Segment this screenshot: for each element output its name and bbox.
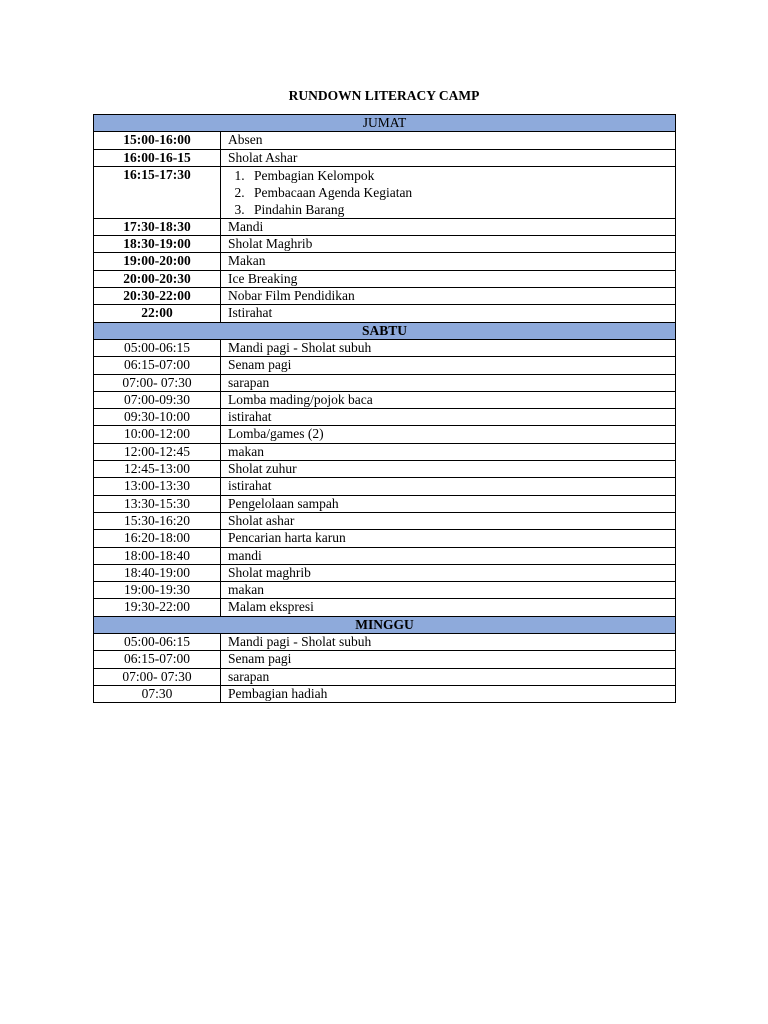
table-row xyxy=(94,478,676,495)
activity-cell: makan xyxy=(221,443,676,460)
time-cell: 18:30-19:00 xyxy=(94,236,221,253)
activity-cell: Ice Breaking xyxy=(221,270,676,287)
activity-cell: mandi xyxy=(221,547,676,564)
time-cell: 07:00- 07:30 xyxy=(94,668,221,685)
table-row xyxy=(94,599,676,616)
day-header-row-jumat xyxy=(94,115,676,132)
table-row xyxy=(94,426,676,443)
table-row xyxy=(94,530,676,547)
time-cell: 07:00-09:30 xyxy=(94,391,221,408)
time-cell: 12:45-13:00 xyxy=(94,461,221,478)
day-header-minggu: MINGGU xyxy=(94,616,676,633)
table-row xyxy=(94,236,676,253)
activity-cell: makan xyxy=(221,582,676,599)
table-row xyxy=(94,409,676,426)
table-row xyxy=(94,443,676,460)
document-title: RUNDOWN LITERACY CAMP xyxy=(288,88,480,103)
table-row xyxy=(94,166,676,218)
activity-cell: sarapan xyxy=(221,668,676,685)
activity-cell: Pencarian harta karun xyxy=(221,530,676,547)
time-cell: 07:30 xyxy=(94,685,221,702)
table-row xyxy=(94,253,676,270)
time-cell: 15:00-16:00 xyxy=(94,132,221,149)
table-row xyxy=(94,357,676,374)
time-cell: 19:30-22:00 xyxy=(94,599,221,616)
time-cell: 09:30-10:00 xyxy=(94,409,221,426)
time-cell: 22:00 xyxy=(94,305,221,322)
table-row xyxy=(94,582,676,599)
time-cell: 20:30-22:00 xyxy=(94,288,221,305)
schedule-body xyxy=(94,115,676,703)
activity-cell: Sholat Maghrib xyxy=(221,236,676,253)
table-row xyxy=(94,305,676,322)
activity-cell: Absen xyxy=(221,132,676,149)
list-item: 2. Pembacaan Agenda Kegiatan xyxy=(248,184,668,201)
time-cell: 20:00-20:30 xyxy=(94,270,221,287)
time-cell: 15:30-16:20 xyxy=(94,512,221,529)
table-row xyxy=(94,149,676,166)
list-item: 1. Pembagian Kelompok xyxy=(248,167,668,184)
activity-cell: Lomba/games (2) xyxy=(221,426,676,443)
day-header-sabtu: SABTU xyxy=(94,322,676,339)
time-cell: 16:15-17:30 xyxy=(94,166,221,218)
time-cell: 05:00-06:15 xyxy=(94,634,221,651)
activity-cell: istirahat xyxy=(221,478,676,495)
day-header-row-sabtu xyxy=(94,322,676,339)
time-cell: 06:15-07:00 xyxy=(94,651,221,668)
time-cell: 17:30-18:30 xyxy=(94,218,221,235)
activity-cell: istirahat xyxy=(221,409,676,426)
time-cell: 13:30-15:30 xyxy=(94,495,221,512)
table-row xyxy=(94,685,676,702)
time-cell: 18:40-19:00 xyxy=(94,564,221,581)
table-row xyxy=(94,270,676,287)
time-cell: 18:00-18:40 xyxy=(94,547,221,564)
activity-cell: Mandi pagi - Sholat subuh xyxy=(221,339,676,356)
activity-cell: Nobar Film Pendidikan xyxy=(221,288,676,305)
time-cell: 13:00-13:30 xyxy=(94,478,221,495)
activity-cell: Istirahat xyxy=(221,305,676,322)
activity-cell: Sholat maghrib xyxy=(221,564,676,581)
activity-cell: Makan xyxy=(221,253,676,270)
activity-cell: Lomba mading/pojok baca xyxy=(221,391,676,408)
table-row xyxy=(94,564,676,581)
table-row xyxy=(94,651,676,668)
table-row xyxy=(94,132,676,149)
table-row xyxy=(94,339,676,356)
activity-cell: Sholat Ashar xyxy=(221,149,676,166)
time-cell: 19:00-20:00 xyxy=(94,253,221,270)
time-cell: 19:00-19:30 xyxy=(94,582,221,599)
activity-cell: Malam ekspresi xyxy=(221,599,676,616)
time-cell: 05:00-06:15 xyxy=(94,339,221,356)
activity-cell: Pembagian hadiah xyxy=(221,685,676,702)
activity-cell: sarapan xyxy=(221,374,676,391)
table-row xyxy=(94,547,676,564)
time-cell: 16:20-18:00 xyxy=(94,530,221,547)
table-row xyxy=(94,668,676,685)
time-cell: 06:15-07:00 xyxy=(94,357,221,374)
table-row xyxy=(94,374,676,391)
list-item: 3. Pindahin Barang xyxy=(248,201,668,218)
table-row xyxy=(94,634,676,651)
time-cell: 16:00-16-15 xyxy=(94,149,221,166)
table-row xyxy=(94,512,676,529)
time-cell: 10:00-12:00 xyxy=(94,426,221,443)
day-header-row-minggu xyxy=(94,616,676,633)
activity-cell: Senam pagi xyxy=(221,651,676,668)
activity-cell xyxy=(221,166,676,218)
activity-cell: Pengelolaan sampah xyxy=(221,495,676,512)
activity-list xyxy=(228,167,668,218)
table-row xyxy=(94,288,676,305)
rundown-table xyxy=(93,114,676,703)
activity-cell: Mandi pagi - Sholat subuh xyxy=(221,634,676,651)
activity-cell: Mandi xyxy=(221,218,676,235)
time-cell: 12:00-12:45 xyxy=(94,443,221,460)
day-header-jumat: JUMAT xyxy=(94,115,676,132)
activity-cell: Sholat zuhur xyxy=(221,461,676,478)
table-row xyxy=(94,461,676,478)
activity-cell: Sholat ashar xyxy=(221,512,676,529)
table-row xyxy=(94,495,676,512)
time-cell: 07:00- 07:30 xyxy=(94,374,221,391)
activity-cell: Senam pagi xyxy=(221,357,676,374)
table-row xyxy=(94,391,676,408)
table-row xyxy=(94,218,676,235)
